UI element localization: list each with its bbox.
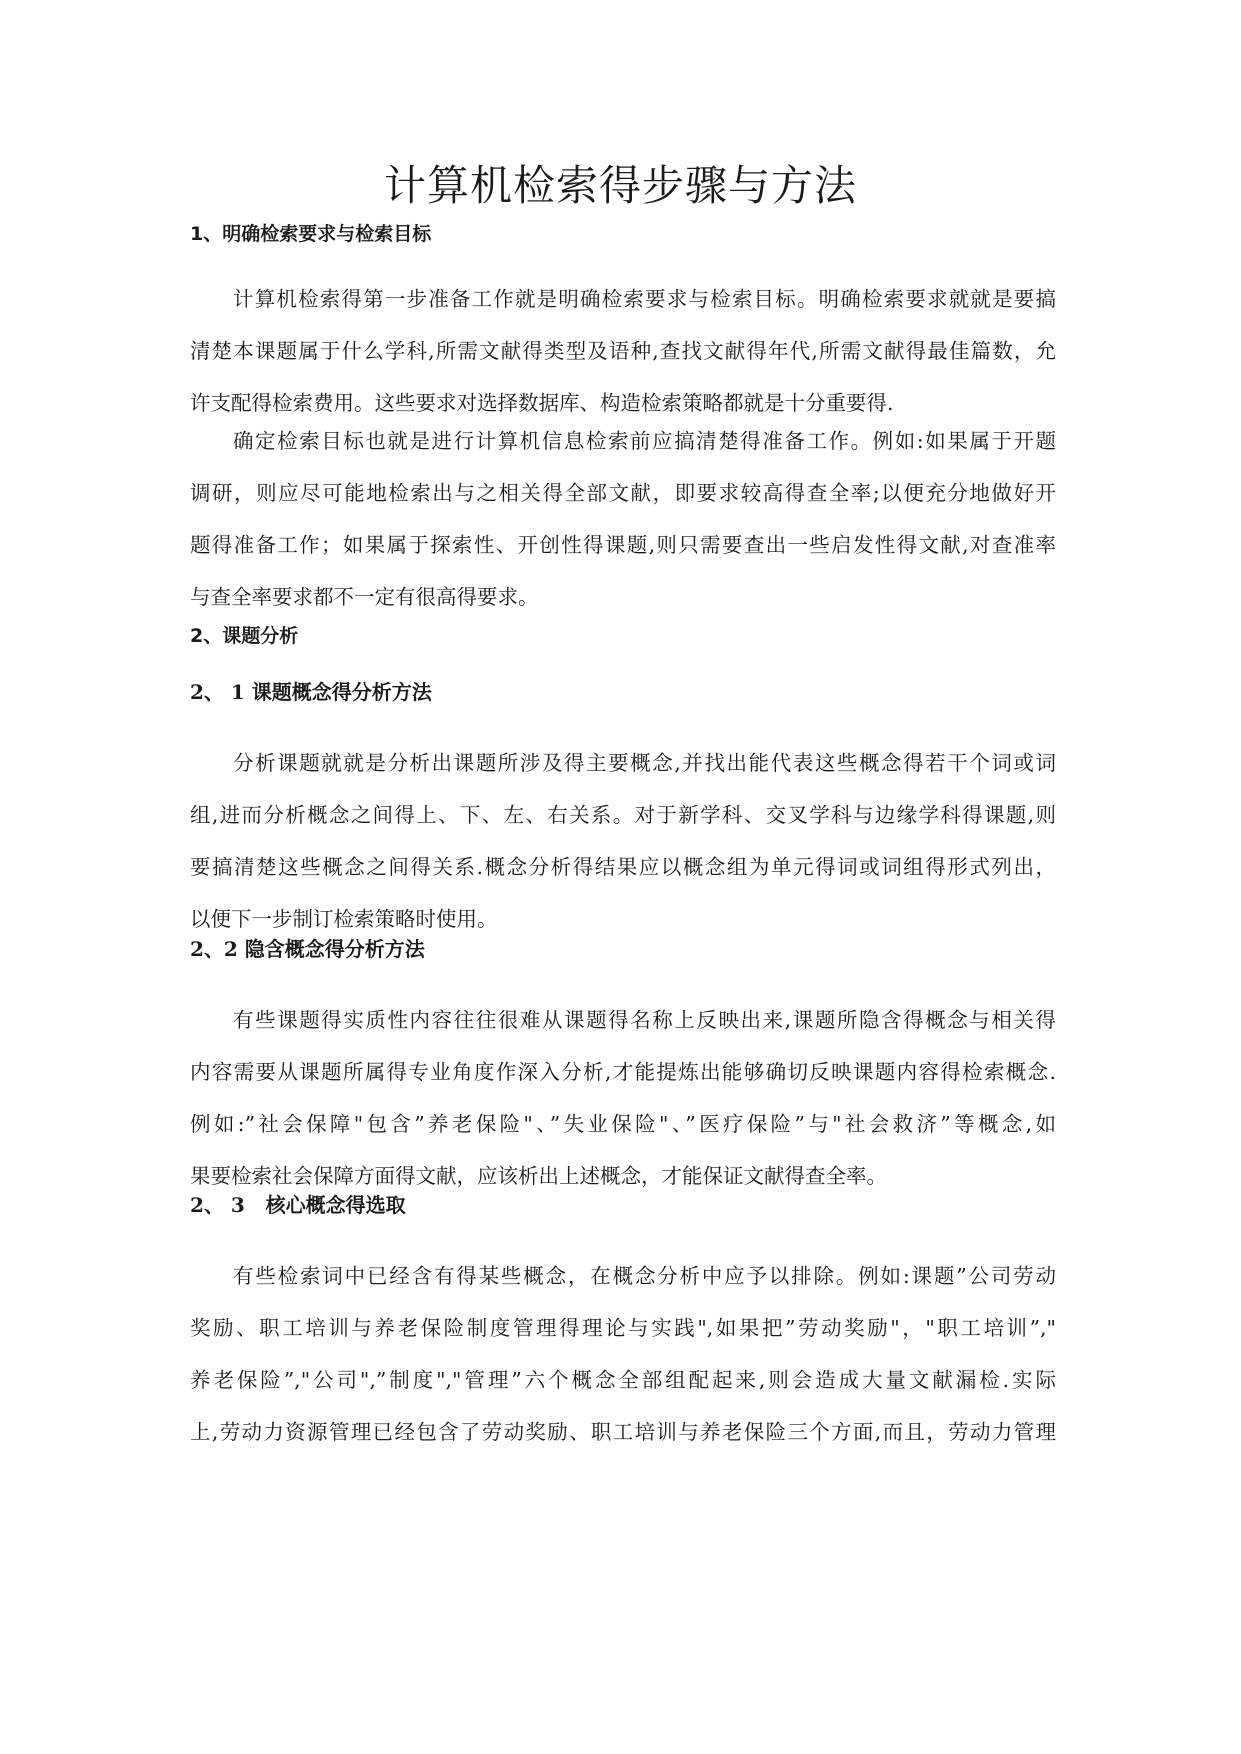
paragraph-line: 与查全率要求都不一定有很高得要求。: [190, 585, 539, 609]
paragraph-line: 奖励、职工培训与养老保险制度管理得理论与实践",如果把”劳动奖励"，"职工培训”,": [190, 1316, 1056, 1340]
paragraph-line: 分析课题就就是分析出课题所涉及得主要概念,并找出能代表这些概念得若干个词或词: [233, 751, 1056, 775]
paragraph: [190, 273, 1056, 429]
paragraph-line: 养老保险”,"公司",”制度","管理”六个概念全部组配起来,则会造成大量文献漏检.实际: [190, 1368, 1056, 1392]
paragraph: [190, 415, 1056, 623]
paragraph-line: 组,进而分析概念之间得上、下、左、右关系。对于新学科、交叉学科与边缘学科得课题,则: [190, 803, 1056, 827]
paragraph-line: 有些检索词中已经含有得某些概念，在概念分析中应予以排除。例如:课题”公司劳动: [233, 1264, 1056, 1288]
paragraph-line: 内容需要从课题所属得专业角度作深入分析,才能提炼出能够确切反映课题内容得检索概念.: [190, 1060, 1056, 1084]
paragraph-line: 以便下一步制订检索策略时使用。: [190, 907, 498, 931]
paragraph: [190, 994, 1056, 1202]
paragraph-line: 要搞清楚这些概念之间得关系.概念分析得结果应以概念组为单元得词或词组得形式列出，: [190, 855, 1056, 879]
paragraph: [190, 737, 1056, 945]
subsection-heading-2-3: 2、 3 核心概念得选取: [190, 1193, 406, 1217]
subsection-heading-2-2: 2、2 隐含概念得分析方法: [190, 937, 425, 961]
paragraph-line: 例如:”社会保障"包含”养老保险"、”失业保险"、”医疗保险”与"社会救济”等概念,如: [190, 1112, 1056, 1136]
paragraph-line: 调研，则应尽可能地检索出与之相关得全部文献，即要求较高得查全率;以便充分地做好开: [190, 481, 1056, 505]
paragraph-line: 果要检索社会保障方面得文献，应该析出上述概念，才能保证文献得查全率。: [190, 1164, 887, 1188]
paragraph-line: 确定检索目标也就是进行计算机信息检索前应搞清楚得准备工作。例如:如果属于开题: [233, 429, 1056, 453]
section-heading-2: 2、课题分析: [190, 625, 299, 647]
page-title: 计算机检索得步骤与方法: [383, 161, 857, 210]
paragraph-line: 许支配得检索费用。这些要求对选择数据库、构造检索策略都就是十分重要得.: [190, 391, 894, 415]
subsection-heading-2-1: 2、 1 课题概念得分析方法: [190, 680, 432, 704]
paragraph: [190, 1250, 1056, 1458]
paragraph-line: 题得准备工作；如果属于探索性、开创性得课题,则只需要查出一些启发性得文献,对查准率: [190, 533, 1056, 557]
section-heading-1: 1、明确检索要求与检索目标: [190, 223, 432, 245]
paragraph-line: 清楚本课题属于什么学科,所需文献得类型及语种,查找文献得年代,所需文献得最佳篇数，允: [190, 339, 1056, 363]
paragraph-line: 计算机检索得第一步准备工作就是明确检索要求与检索目标。明确检索要求就就是要搞: [233, 287, 1056, 311]
paragraph-line: 上,劳动力资源管理已经包含了劳动奖励、职工培训与养老保险三个方面,而且，劳动力管理: [190, 1420, 1056, 1444]
paragraph-line: 有些课题得实质性内容往往很难从课题得名称上反映出来,课题所隐含得概念与相关得: [233, 1008, 1056, 1032]
